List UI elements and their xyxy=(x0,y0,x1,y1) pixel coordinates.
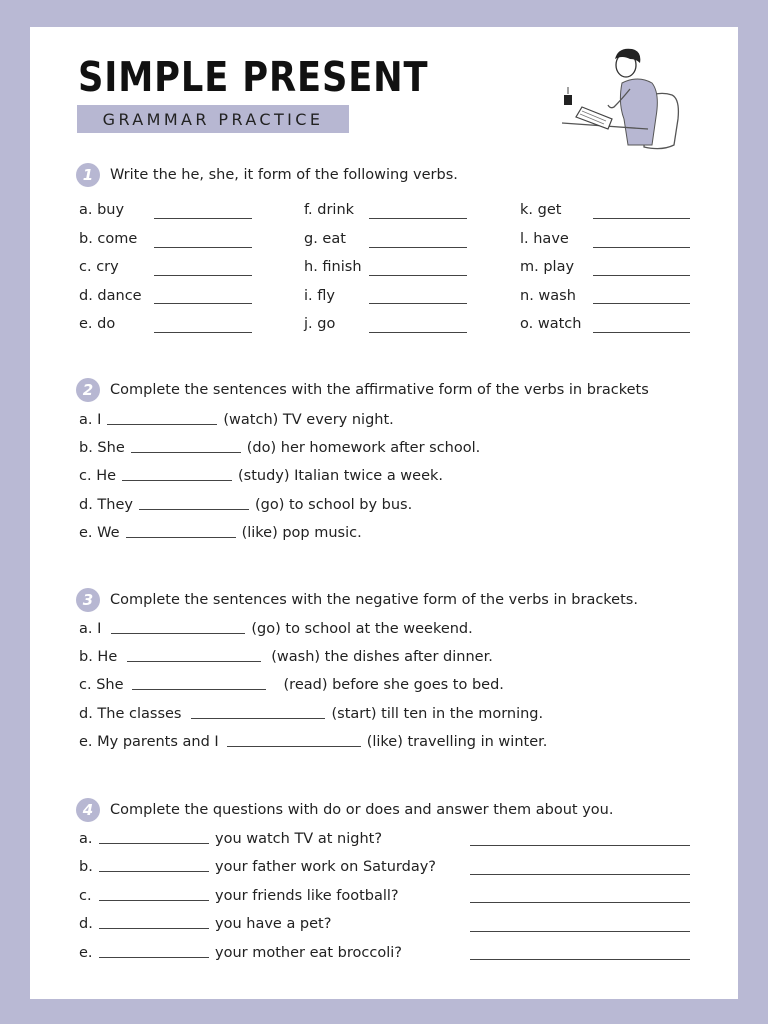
sentence-line xyxy=(79,440,480,456)
sentence-start: c. He xyxy=(79,468,117,484)
sentence-line xyxy=(79,706,543,722)
answer-line[interactable] xyxy=(470,959,690,960)
answer-blank[interactable] xyxy=(132,689,266,690)
answer-blank[interactable] xyxy=(122,480,232,481)
sentence-start: b. He xyxy=(79,649,118,665)
verb-item: f. drink xyxy=(304,202,355,218)
sentence-end: (study) Italian twice a week. xyxy=(238,468,444,484)
answer-blank[interactable] xyxy=(99,928,209,929)
answer-blank[interactable] xyxy=(111,633,245,634)
verb-item: a. buy xyxy=(79,202,125,218)
sentence-line xyxy=(79,412,394,428)
sentence-start: e. We xyxy=(79,525,120,541)
answer-blank[interactable] xyxy=(593,303,690,304)
sentence-end: (wash) the dishes after dinner. xyxy=(271,649,493,665)
section-2-instruction: Complete the sentences with the affirmative form of the verbs in brackets xyxy=(110,382,649,398)
question-line xyxy=(79,945,402,961)
sentence-end: (like) pop music. xyxy=(241,525,362,541)
sentence-start: a. I xyxy=(79,621,102,637)
answer-blank[interactable] xyxy=(99,871,209,872)
question-text: your mother eat broccoli? xyxy=(215,945,402,961)
answer-line[interactable] xyxy=(470,931,690,932)
question-text: you have a pet? xyxy=(215,916,332,932)
answer-blank[interactable] xyxy=(593,218,690,219)
answer-blank[interactable] xyxy=(369,218,467,219)
question-text: your father work on Saturday? xyxy=(215,859,436,875)
answer-blank[interactable] xyxy=(154,275,252,276)
sentence-line xyxy=(79,734,547,750)
verb-item: e. do xyxy=(79,316,116,332)
sentence-start: d. The classes xyxy=(79,706,182,722)
verb-item: k. get xyxy=(520,202,562,218)
sentence-line xyxy=(79,525,362,541)
answer-blank[interactable] xyxy=(99,957,209,958)
sentence-end: (start) till ten in the morning. xyxy=(331,706,544,722)
verb-item: g. eat xyxy=(304,231,346,247)
verb-item: i. fly xyxy=(304,288,335,304)
question-line xyxy=(79,859,436,875)
sentence-line xyxy=(79,677,504,693)
verb-item: l. have xyxy=(520,231,569,247)
answer-blank[interactable] xyxy=(154,332,252,333)
answer-line[interactable] xyxy=(470,902,690,903)
question-line xyxy=(79,888,399,904)
sentence-end: (go) to school by bus. xyxy=(254,497,413,513)
answer-blank[interactable] xyxy=(154,218,252,219)
answer-line[interactable] xyxy=(470,845,690,846)
worksheet-page xyxy=(30,27,738,999)
sentence-end: (do) her homework after school. xyxy=(246,440,481,456)
answer-blank[interactable] xyxy=(99,900,209,901)
section-1-number: 1 xyxy=(76,163,100,187)
sentence-line xyxy=(79,497,412,513)
verb-item: b. come xyxy=(79,231,138,247)
section-4-header xyxy=(76,798,613,822)
question-letter: a. xyxy=(79,831,93,847)
sentence-start: e. My parents and I xyxy=(79,734,219,750)
section-3-instruction: Complete the sentences with the negative form of the verbs in brackets. xyxy=(110,592,638,608)
verb-item: o. watch xyxy=(520,316,582,332)
sentence-line xyxy=(79,649,493,665)
sentence-line xyxy=(79,468,443,484)
sentence-end: (like) travelling in winter. xyxy=(366,734,548,750)
answer-blank[interactable] xyxy=(154,303,252,304)
verb-item: d. dance xyxy=(79,288,142,304)
section-1-instruction: Write the he, she, it form of the following verbs. xyxy=(110,167,458,183)
sentence-end: (read) before she goes to bed. xyxy=(283,677,504,693)
verb-item: n. wash xyxy=(520,288,576,304)
question-text: your friends like football? xyxy=(215,888,399,904)
page-subtitle: GRAMMAR PRACTICE xyxy=(77,105,349,133)
verb-item: m. play xyxy=(520,259,575,275)
section-1-header xyxy=(76,163,458,187)
question-line xyxy=(79,916,331,932)
answer-blank[interactable] xyxy=(227,746,361,747)
question-letter: d. xyxy=(79,916,93,932)
sentence-start: d. They xyxy=(79,497,133,513)
answer-blank[interactable] xyxy=(369,275,467,276)
answer-blank[interactable] xyxy=(593,247,690,248)
section-4-instruction: Complete the questions with do or does and answer them about you. xyxy=(110,802,614,818)
section-3-number: 3 xyxy=(76,588,100,612)
answer-blank[interactable] xyxy=(154,247,252,248)
answer-blank[interactable] xyxy=(593,275,690,276)
sentence-start: c. She xyxy=(79,677,124,693)
section-2-header xyxy=(76,378,649,402)
sentence-end: (watch) TV every night. xyxy=(223,412,394,428)
answer-blank[interactable] xyxy=(131,452,241,453)
answer-blank[interactable] xyxy=(139,509,249,510)
section-4-number: 4 xyxy=(76,798,100,822)
answer-blank[interactable] xyxy=(369,332,467,333)
sentence-end: (go) to school at the weekend. xyxy=(251,621,473,637)
verb-item: h. finish xyxy=(304,259,362,275)
answer-blank[interactable] xyxy=(99,843,209,844)
question-letter: b. xyxy=(79,859,93,875)
question-letter: e. xyxy=(79,945,93,961)
answer-blank[interactable] xyxy=(126,537,236,538)
sentence-start: a. I xyxy=(79,412,102,428)
person-reading-illustration xyxy=(552,47,692,157)
question-letter: c. xyxy=(79,888,92,904)
verb-item: c. cry xyxy=(79,259,119,275)
answer-blank[interactable] xyxy=(127,661,261,662)
answer-blank[interactable] xyxy=(369,247,467,248)
answer-blank[interactable] xyxy=(593,332,690,333)
answer-blank[interactable] xyxy=(369,303,467,304)
answer-blank[interactable] xyxy=(107,424,217,425)
answer-line[interactable] xyxy=(470,874,690,875)
question-line xyxy=(79,831,382,847)
sentence-start: b. She xyxy=(79,440,125,456)
answer-blank[interactable] xyxy=(191,718,325,719)
page-title: SIMPLE PRESENT xyxy=(78,53,429,101)
section-2-number: 2 xyxy=(76,378,100,402)
question-text: you watch TV at night? xyxy=(215,831,383,847)
section-3-header xyxy=(76,588,638,612)
verb-item: j. go xyxy=(304,316,336,332)
sentence-line xyxy=(79,621,473,637)
